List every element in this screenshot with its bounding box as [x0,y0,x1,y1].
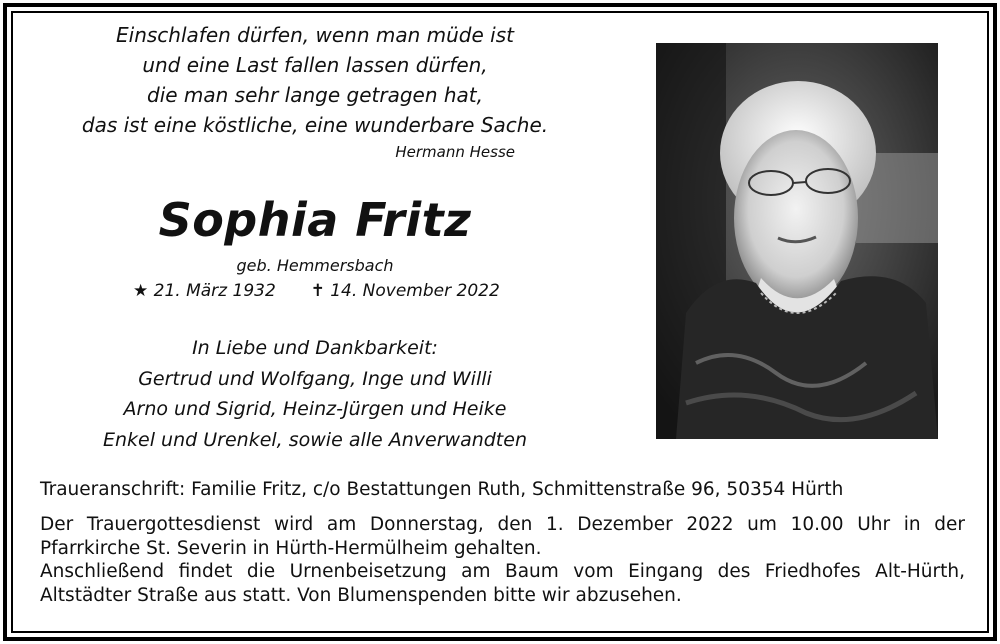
quote-line: und eine Last fallen lassen dürfen, [142,53,488,77]
service-line: Anschließend findet die Urnenbeisetzung am Baum vom Eingang des Friedhofes Alt-Hürth, [40,561,965,582]
portrait-photo [656,43,938,439]
quote-author: Hermann Hesse [395,143,515,161]
service-line: Altstädter Straße aus statt. Von Blumenspenden bitte wir abzusehen. [40,584,682,606]
portrait-image [656,43,938,439]
quote-line: die man sehr lange getragen hat, [147,83,483,107]
service-line: Der Trauergottesdienst wird am Donnerstag, den 1. Dezember 2022 um 10.00 Uhr in der [40,514,965,535]
family-block [40,333,590,455]
quote-block [40,20,590,140]
family-line: Enkel und Urenkel, sowie alle Anverwandten [103,428,527,451]
family-line: Gertrud und Wolfgang, Inge und Willi [138,367,492,390]
service-info [40,513,965,607]
service-line: Pfarrkirche St. Severin in Hürth-Hermülheim gehalten. [40,537,542,559]
quote-line: Einschlafen dürfen, wenn man müde ist [116,23,514,47]
death-cross-icon: ✝ [310,281,325,301]
life-dates [133,280,500,302]
deceased-name: Sophia Fritz [158,193,472,247]
death-date: 14. November 2022 [330,281,500,301]
birth-name: geb. Hemmersbach [236,256,394,275]
birth-star-icon: ★ [133,281,149,301]
quote-line: das ist eine köstliche, eine wunderbare Sache. [81,113,549,137]
birth-date: 21. März 1932 [153,281,276,301]
family-line: Arno und Sigrid, Heinz-Jürgen und Heike [123,398,507,420]
family-intro: In Liebe und Dankbarkeit: [192,337,438,359]
mourning-address: Traueranschrift: Familie Fritz, c/o Bestattungen Ruth, Schmittenstraße 96, 50354 Hürth [40,479,844,500]
